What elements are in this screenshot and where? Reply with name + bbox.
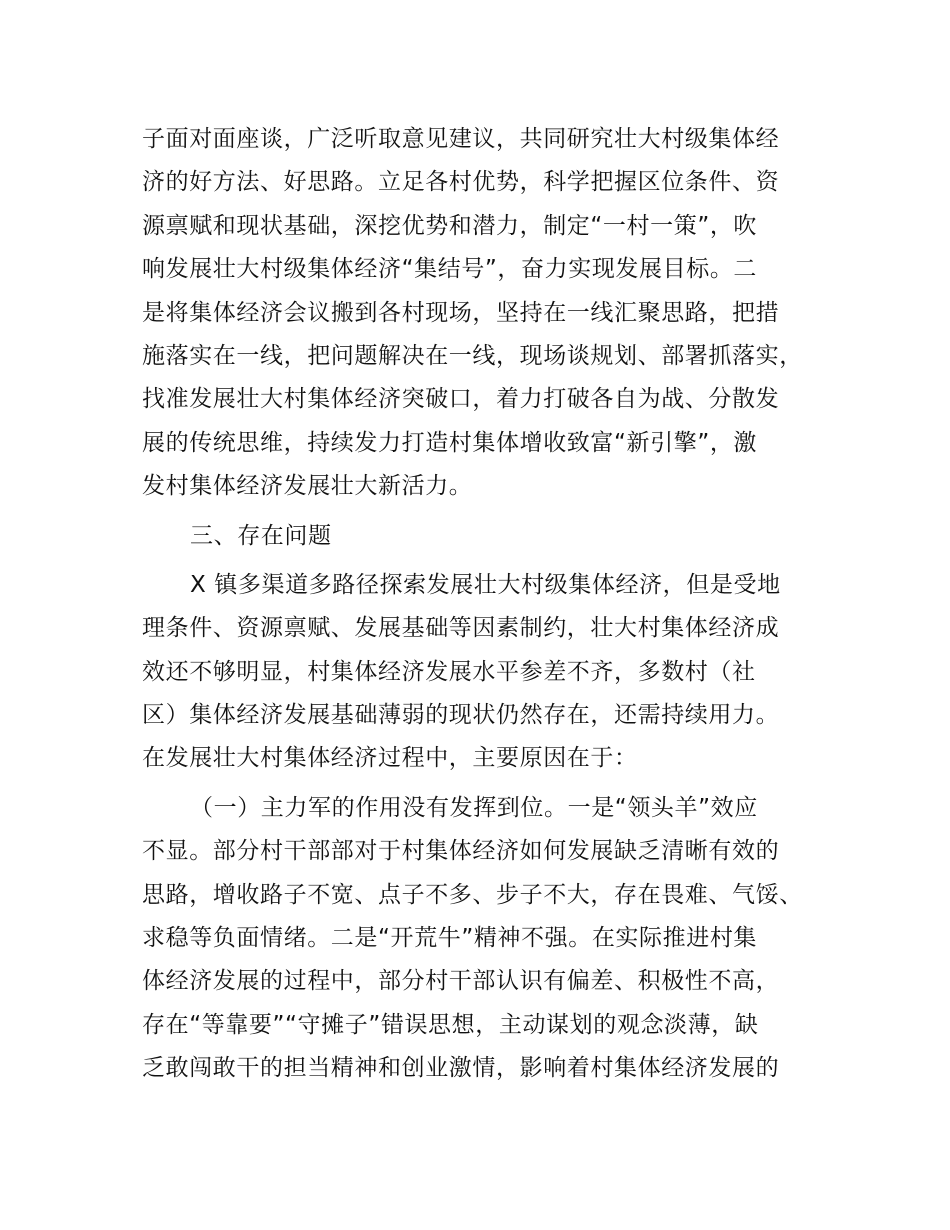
text-line: 在发展壮大村集体经济过程中，主要原因在于： xyxy=(142,745,638,772)
paragraph-main-force xyxy=(142,787,842,1091)
text-line: X 镇多渠道多路径探索发展壮大村级集体经济，但是受地 xyxy=(190,571,781,598)
text-line: 是将集体经济会议搬到各村现场，坚持在一线汇聚思路，把措 xyxy=(142,299,780,326)
text-line: 思路，增收路子不宽、点子不多、步子不大，存在畏难、气馁、 xyxy=(142,881,803,908)
text-line: 子面对面座谈，广泛听取意见建议，共同研究壮大村级集体经 xyxy=(142,126,780,152)
text-line: 济的好方法、好思路。立足各村优势，科学把握区位条件、资 xyxy=(142,169,780,196)
text-line: 乏敢闯敢干的担当精神和创业激情，影响着村集体经济发展的 xyxy=(142,1055,780,1082)
text-line: 区）集体经济发展基础薄弱的现状仍然存在，还需持续用力。 xyxy=(142,702,780,729)
text-line: 体经济发展的过程中，部分村干部认识有偏差、积极性不高， xyxy=(142,968,780,995)
text-line: 展的传统思维，持续发力打造村集体增收致富“新引擎”，激 xyxy=(142,429,758,456)
text-line: 理条件、资源禀赋、发展基础等因素制约，壮大村集体经济成 xyxy=(142,615,780,642)
text-line: 求稳等负面情绪。二是“开荒牛”精神不强。在实际推进村集 xyxy=(142,925,758,952)
text-line: 效还不够明显，村集体经济发展水平参差不齐，多数村（社 xyxy=(142,658,756,685)
text-line: 发村集体经济发展壮大新活力。 xyxy=(142,473,473,500)
paragraph-collective-economy-meetings xyxy=(142,118,842,509)
body-text xyxy=(142,118,842,1091)
section-heading: 三、存在问题 xyxy=(190,522,332,549)
text-line: 找准发展壮大村集体经济突破口，着力打破各自为战、分散发 xyxy=(142,386,780,413)
text-line: 响发展壮大村级集体经济“集结号”，奋力实现发展目标。二 xyxy=(142,256,758,283)
paragraph-existing-problems xyxy=(142,564,842,781)
text-line: 不显。部分村干部部对于村集体经济如何发展缺乏清晰有效的 xyxy=(142,838,780,865)
text-line: （一）主力军的作用没有发挥到位。一是“领头羊”效应 xyxy=(190,794,758,821)
text-line: 施落实在一线，把问题解决在一线，现场谈规划、部署抓落实， xyxy=(142,342,803,369)
text-line: 存在“等靠要”“守摊子”错误思想，主动谋划的观念淡薄，缺 xyxy=(142,1011,759,1038)
text-line: 源禀赋和现状基础，深挖优势和潜力，制定“一村一策”，吹 xyxy=(142,212,758,239)
